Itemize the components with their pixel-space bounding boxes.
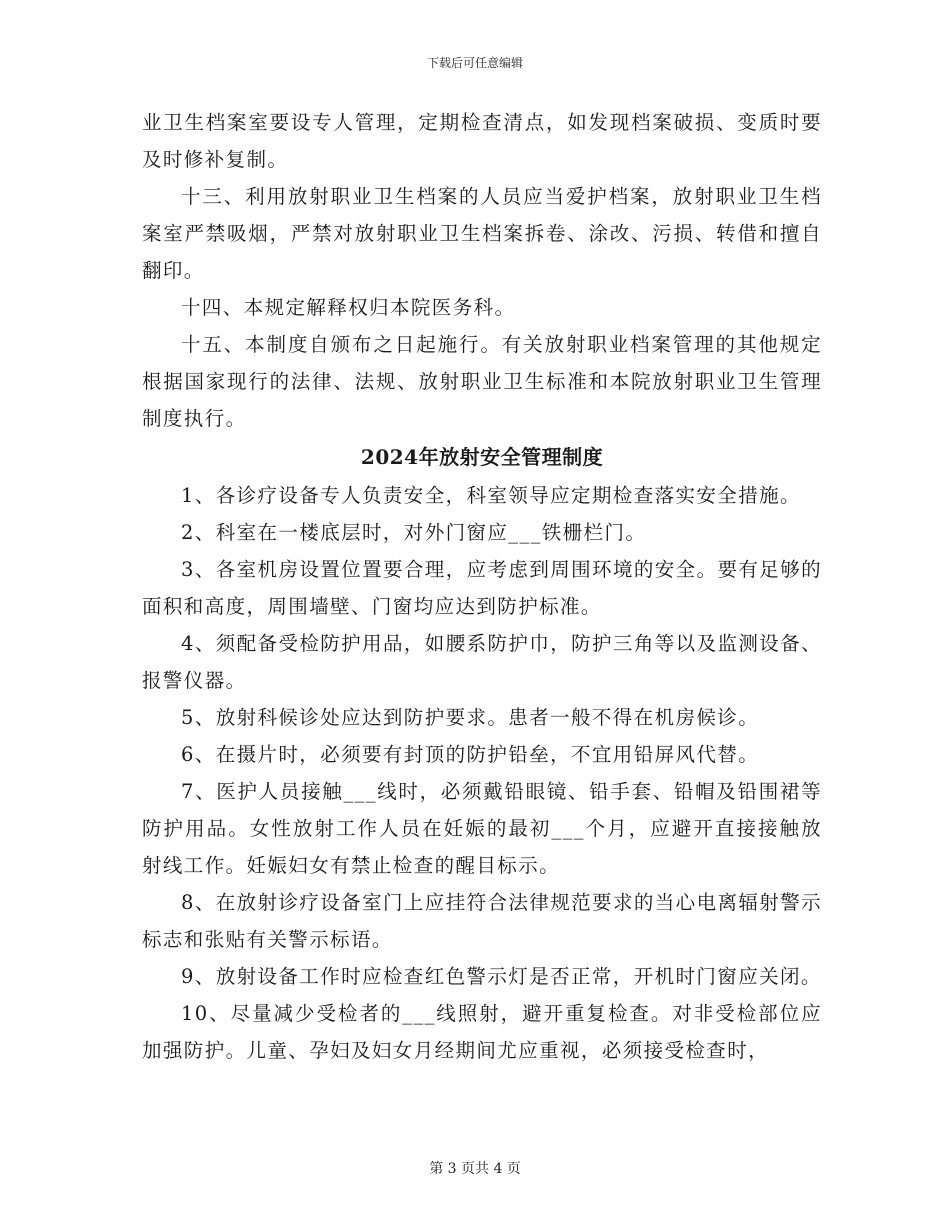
paragraph: 5、放射科候诊处应达到防护要求。患者一般不得在机房候诊。 — [181, 706, 760, 729]
paragraph: 10、尽量减少受检者的___线照射，避开重复检查。对非受检部位应加强防护。儿童、孕妇及妇女月经期间尤应重视，必须接受检查时， — [142, 1002, 822, 1062]
document-body — [142, 104, 822, 1069]
paragraph: 十四、本规定解释权归本院医务科。 — [181, 296, 516, 319]
paragraph: 9、放射设备工作时应检查红色警示灯是否正常，开机时门窗应关闭。 — [181, 965, 822, 988]
page-footer: 第 3 页共 4 页 — [429, 1161, 521, 1177]
paragraph: 十三、利用放射职业卫生档案的人员应当爱护档案，放射职业卫生档案室严禁吸烟，严禁对放射职业卫生档案拆卷、涂改、污损、转借和擅自翻印。 — [142, 185, 822, 282]
page-header: 下载后可任意编辑 — [426, 56, 523, 70]
paragraphs-after — [142, 477, 822, 1069]
paragraphs-before — [142, 104, 822, 437]
paragraph: 3、各室机房设置位置要合理，应考虑到周围环境的安全。要有足够的面积和高度，周围墙壁、门窗均应达到防护标准。 — [142, 558, 822, 618]
paragraph: 十五、本制度自颁布之日起施行。有关放射职业档案管理的其他规定根据国家现行的法律、法规、放射职业卫生标准和本院放射职业卫生管理制度执行。 — [142, 333, 822, 430]
paragraph: 1、各诊疗设备专人负责安全，科室领导应定期检查落实安全措施。 — [181, 484, 801, 507]
paragraph: 7、医护人员接触___线时，必须戴铅眼镜、铅手套、铅帽及铅围裙等防护用品。女性放射工作人员在妊娠的最初___个月，应避开直接接触放射线工作。妊娠妇女有禁止检查的醒目标示。 — [142, 780, 822, 877]
paragraph: 6、在摄片时，必须要有封顶的防护铅垒，不宜用铅屏风代替。 — [181, 743, 760, 766]
paragraph: 2、科室在一楼底层时，对外门窗应___铁栅栏门。 — [181, 521, 647, 544]
paragraph: 业卫生档案室要设专人管理，定期检查清点，如发现档案破损、变质时要及时修补复制。 — [142, 111, 822, 171]
paragraph: 4、须配备受检防护用品，如腰系防护巾，防护三角等以及监测设备、报警仪器。 — [142, 632, 822, 692]
section-title: 2024年放射安全管理制度 — [360, 445, 604, 469]
paragraph: 8、在放射诊疗设备室门上应挂符合法律规范要求的当心电离辐射警示标志和张贴有关警示标语。 — [142, 891, 822, 951]
